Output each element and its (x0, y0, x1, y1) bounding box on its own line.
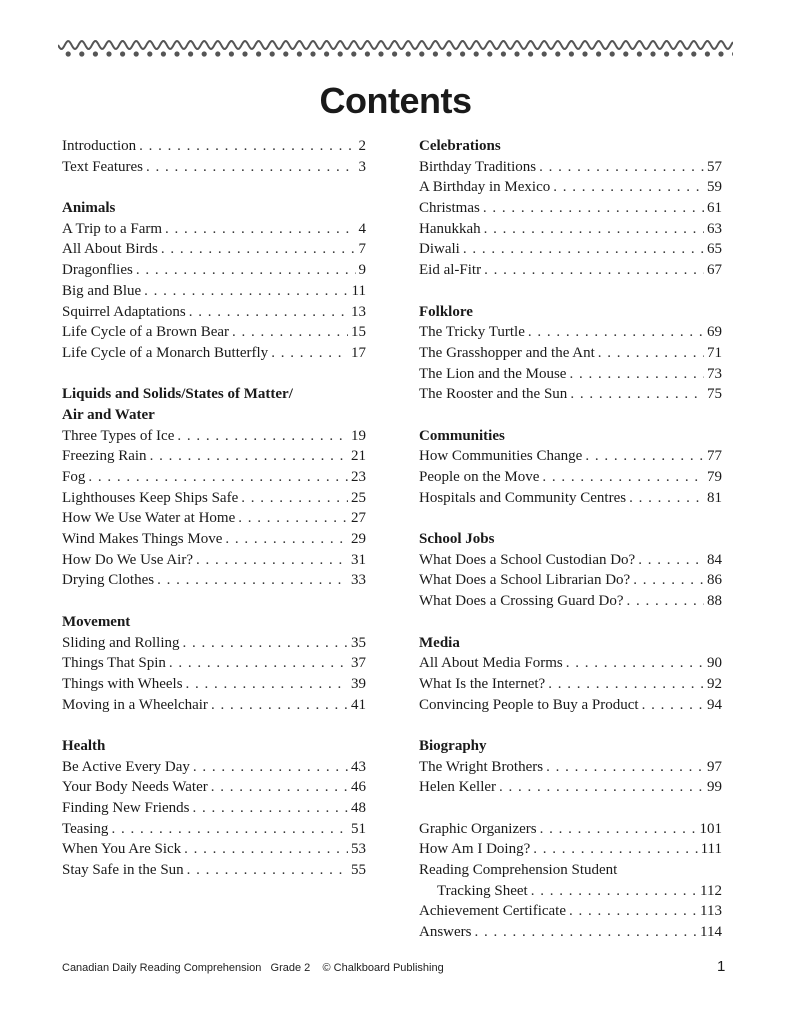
dot-leader (193, 757, 348, 778)
toc-entry-page: 37 (351, 655, 366, 672)
toc-entry-title: Text Features (62, 158, 144, 175)
toc-entry-title: Fog (62, 469, 86, 485)
toc-right-column (419, 136, 722, 943)
toc-entry-page: 99 (707, 779, 722, 796)
dot-leader (627, 591, 704, 612)
toc-left-column (62, 136, 366, 881)
dot-leader (271, 343, 348, 364)
toc-entry-moving-in-a-wheelchair[interactable] (62, 695, 366, 716)
toc-entry-the-rooster-and-the-sun[interactable] (419, 384, 722, 405)
section-spacer (62, 715, 366, 736)
toc-entry-title: Your Body Needs Water (62, 779, 208, 796)
toc-entry-dragonflies[interactable] (62, 260, 366, 281)
dot-leader (232, 322, 348, 343)
toc-entry-title: Eid al-Fitr (419, 262, 482, 279)
dot-leader (553, 177, 704, 198)
dot-leader (111, 819, 348, 840)
section-heading-celebrations: Celebrations (419, 138, 501, 154)
dot-leader (88, 467, 348, 488)
dot-leader (169, 653, 348, 674)
toc-entry-page: 43 (351, 758, 366, 775)
toc-entry-page: 59 (707, 179, 722, 196)
section-spacer (419, 798, 722, 819)
section-heading-liquids-and-solids-states-of-matter: Liquids and Solids/States of Matter/ (62, 386, 293, 403)
toc-entry-title: How Communities Change (419, 448, 583, 465)
toc-entry-text-features[interactable] (62, 157, 366, 178)
toc-entry-title: Convincing People to Buy a Product (419, 696, 639, 713)
dot-leader (528, 322, 704, 343)
dot-leader (139, 136, 355, 157)
toc-entry-page: 61 (707, 200, 722, 217)
toc-entry-title: The Grasshopper and the Ant (419, 344, 595, 361)
dot-leader (642, 695, 704, 716)
toc-entry-title: Sliding and Rolling (62, 634, 180, 651)
toc-entry-things-that-spin[interactable] (62, 653, 366, 674)
dot-leader (638, 550, 704, 571)
toc-entry-title: The Lion and the Mouse (419, 365, 567, 382)
toc-entry-page: 57 (707, 158, 722, 175)
decorative-wavy-border (58, 40, 733, 58)
toc-entry-title: What Does a School Librarian Do? (419, 572, 631, 589)
toc-entry-page: 35 (351, 634, 366, 651)
toc-entry-teasing[interactable] (62, 819, 366, 840)
toc-text-line: Reading Comprehension Student (419, 862, 618, 879)
toc-entry-page: 97 (707, 758, 722, 775)
toc-entry-what-is-the-internet[interactable] (419, 674, 722, 695)
toc-entry-title: A Trip to a Farm (62, 220, 163, 237)
toc-entry-be-active-every-day[interactable] (62, 757, 366, 778)
toc-entry-page: 27 (351, 510, 366, 527)
toc-entry-what-does-a-school-custodian-do[interactable] (419, 550, 722, 571)
toc-entry-title: What Does a Crossing Guard Do? (419, 593, 624, 610)
toc-entry-page: 67 (707, 262, 722, 279)
toc-entry-title: Freezing Rain (62, 448, 147, 465)
dot-leader (633, 570, 704, 591)
toc-entry-life-cycle-of-a-brown-bear[interactable] (62, 322, 366, 343)
toc-entry-title: How We Use Water at Home (62, 510, 236, 527)
dot-leader (463, 239, 704, 260)
toc-entry-page: 46 (351, 779, 366, 796)
toc-entry-title: Things with Wheels (62, 675, 183, 692)
dot-leader (225, 529, 348, 550)
toc-entry-eid-al-fitr[interactable] (419, 260, 722, 281)
toc-entry-freezing-rain[interactable] (62, 446, 366, 467)
toc-entry-title: Things That Spin (62, 655, 166, 672)
toc-entry-how-am-i-doing[interactable] (419, 839, 722, 860)
toc-entry-title: All About Media Forms (419, 655, 563, 672)
toc-entry-title: A Birthday in Mexico (419, 179, 551, 196)
toc-entry-the-lion-and-the-mouse[interactable] (419, 364, 722, 385)
toc-entry-title: Diwali (419, 241, 460, 258)
toc-entry-page: 21 (351, 448, 366, 465)
toc-entry-title: Dragonflies (62, 262, 133, 279)
toc-entry-title: Stay Safe in the Sun (62, 862, 184, 879)
toc-entry-achievement-certificate[interactable] (419, 901, 722, 922)
toc-entry-when-you-are-sick[interactable] (62, 839, 366, 860)
dot-leader (548, 674, 704, 695)
toc-entry-title: Teasing (62, 820, 109, 837)
toc-entry-christmas[interactable] (419, 198, 722, 219)
toc-entry-the-tricky-turtle[interactable] (419, 322, 722, 343)
toc-entry-drying-clothes[interactable] (62, 570, 366, 591)
toc-entry-page: 53 (351, 841, 366, 858)
dot-leader (183, 633, 348, 654)
dot-leader (540, 819, 697, 840)
toc-entry-title: Hospitals and Community Centres (419, 489, 627, 506)
toc-entry-page: 101 (699, 820, 722, 837)
toc-entry-birthday-traditions[interactable] (419, 157, 722, 178)
toc-entry-page: 88 (707, 593, 722, 610)
dot-leader (483, 198, 704, 219)
toc-entry-page: 17 (351, 344, 366, 361)
toc-entry-title: How Am I Doing? (419, 841, 531, 858)
toc-entry-title: Helen Keller (419, 779, 497, 796)
toc-entry-page: 9 (358, 262, 366, 279)
section-heading-movement: Movement (62, 613, 131, 630)
dot-leader (146, 157, 355, 178)
toc-entry-page: 7 (358, 241, 366, 258)
toc-entry-page: 86 (707, 572, 722, 589)
dot-leader (241, 488, 348, 509)
toc-entry-title: Wind Makes Things Move (62, 531, 223, 548)
toc-entry-title: Graphic Organizers (419, 820, 537, 837)
toc-entry-page: 79 (707, 469, 722, 485)
dot-leader (542, 467, 704, 488)
toc-entry-page: 3 (358, 158, 366, 175)
dot-leader (189, 302, 348, 323)
toc-entry-page: 19 (351, 427, 366, 444)
dot-leader (157, 570, 348, 591)
toc-entry-title: How Do We Use Air? (62, 551, 193, 568)
toc-entry-what-does-a-school-librarian-do[interactable] (419, 570, 722, 591)
toc-entry-page: 69 (707, 324, 722, 341)
dot-leader (598, 343, 704, 364)
toc-entry-all-about-media-forms[interactable] (419, 653, 722, 674)
toc-entry-page: 31 (351, 551, 366, 568)
dot-leader (546, 757, 704, 778)
toc-entry-page: 63 (707, 220, 722, 237)
toc-entry-page: 94 (707, 696, 722, 713)
toc-entry-title: Tracking Sheet (437, 882, 528, 899)
toc-entry-title: Hanukkah (419, 220, 481, 237)
toc-entry-a-trip-to-a-farm[interactable] (62, 219, 366, 240)
toc-entry-page: 84 (707, 551, 722, 568)
toc-entry-title: Finding New Friends (62, 800, 190, 816)
toc-entry-title: People on the Move (419, 469, 540, 485)
toc-entry-title: Introduction (62, 138, 137, 154)
toc-entry-title: Squirrel Adaptations (62, 303, 186, 320)
toc-entry-title: What Is the Internet? (419, 675, 546, 692)
dot-leader (165, 219, 355, 240)
toc-entry-page: 90 (707, 655, 722, 672)
toc-entry-all-about-birds[interactable] (62, 239, 366, 260)
section-spacer (419, 612, 722, 633)
section-spacer (62, 591, 366, 612)
toc-entry-title: When You Are Sick (62, 841, 182, 858)
toc-entry-page: 55 (351, 862, 366, 879)
toc-entry-title: Christmas (419, 200, 480, 217)
dot-leader (566, 653, 704, 674)
toc-entry-title: Drying Clothes (62, 572, 155, 589)
toc-entry-page: 114 (700, 924, 722, 941)
toc-entry-title: The Rooster and the Sun (419, 386, 568, 403)
toc-entry-hospitals-and-community-centres[interactable] (419, 488, 722, 509)
toc-entry-page: 13 (351, 303, 366, 320)
toc-entry-life-cycle-of-a-monarch-butterfly[interactable] (62, 343, 366, 364)
dot-leader (238, 508, 348, 529)
section-heading-animals: Animals (62, 200, 116, 217)
dot-leader (184, 839, 348, 860)
section-heading-health: Health (62, 737, 106, 754)
toc-entry-a-birthday-in-mexico[interactable] (419, 177, 722, 198)
dot-leader (539, 157, 704, 178)
toc-entry-page: 51 (351, 820, 366, 837)
toc-entry-title: Big and Blue (62, 282, 142, 299)
dot-leader (150, 446, 348, 467)
toc-entry-title: Achievement Certificate (419, 903, 567, 920)
toc-entry-page: 23 (351, 469, 366, 485)
toc-entry-how-communities-change[interactable] (419, 446, 722, 467)
toc-entry-title: Three Types of Ice (62, 427, 175, 444)
toc-entry-title: Lighthouses Keep Ships Safe (62, 489, 239, 506)
page-title: Contents (319, 80, 472, 121)
dot-leader (475, 922, 698, 943)
toc-entry-things-with-wheels[interactable] (62, 674, 366, 695)
toc-entry-page: 111 (700, 841, 722, 858)
toc-entry-page: 75 (707, 386, 722, 403)
toc-entry-tracking-sheet[interactable] (419, 881, 722, 902)
toc-entry-three-types-of-ice[interactable] (62, 426, 366, 447)
dot-leader (136, 260, 356, 281)
dot-leader (499, 777, 704, 798)
toc-entry-title: Life Cycle of a Brown Bear (62, 324, 230, 341)
section-spacer (419, 281, 722, 302)
toc-entry-the-grasshopper-and-the-ant[interactable] (419, 343, 722, 364)
dot-leader (569, 364, 704, 385)
page-number: 1 (717, 958, 726, 975)
toc-entry-title: Life Cycle of a Monarch Butterfly (62, 344, 269, 361)
toc-entry-squirrel-adaptations[interactable] (62, 302, 366, 323)
dot-leader (569, 901, 697, 922)
dot-leader (484, 219, 704, 240)
dot-leader (161, 239, 356, 260)
toc-entry-answers[interactable] (419, 922, 722, 943)
toc-entry-page: 77 (707, 448, 722, 465)
toc-entry-page: 33 (351, 572, 366, 589)
toc-entry-page: 71 (707, 344, 722, 361)
toc-entry-people-on-the-move[interactable] (419, 467, 722, 488)
toc-entry-your-body-needs-water[interactable] (62, 777, 366, 798)
footer-text: Canadian Daily Reading Comprehension Grade 2 © Chalkboard Publishing (62, 962, 444, 974)
dot-leader (144, 281, 348, 302)
dot-leader (629, 488, 704, 509)
toc-entry-page: 113 (700, 903, 722, 920)
section-spacer (419, 508, 722, 529)
dot-leader (193, 798, 349, 819)
toc-entry-title: The Wright Brothers (419, 758, 544, 775)
toc-entry-sliding-and-rolling[interactable] (62, 633, 366, 654)
toc-entry-stay-safe-in-the-sun[interactable] (62, 860, 366, 881)
toc-entry-title: Be Active Every Day (62, 758, 190, 775)
toc-entry-how-do-we-use-air[interactable] (62, 550, 366, 571)
toc-entry-page: 4 (358, 220, 366, 237)
toc-entry-graphic-organizers[interactable] (419, 819, 722, 840)
toc-entry-title: The Tricky Turtle (419, 324, 525, 341)
toc-entry-fog[interactable] (62, 467, 366, 488)
toc-entry-page: 41 (351, 696, 366, 713)
toc-entry-title: Answers (419, 924, 472, 941)
section-heading-media: Media (419, 634, 460, 651)
toc-entry-title: Moving in a Wheelchair (62, 696, 208, 713)
toc-entry-page: 65 (707, 241, 722, 258)
toc-entry-title: What Does a School Custodian Do? (419, 551, 636, 568)
toc-entry-hanukkah[interactable] (419, 219, 722, 240)
toc-entry-finding-new-friends[interactable] (62, 798, 366, 819)
section-spacer (62, 364, 366, 385)
toc-entry-lighthouses-keep-ships-safe[interactable] (62, 488, 366, 509)
dot-leader (177, 426, 348, 447)
section-heading-biography: Biography (419, 737, 487, 754)
section-heading-school-jobs: School Jobs (419, 531, 495, 548)
section-heading-folklore: Folklore (419, 303, 473, 320)
dot-leader (187, 860, 348, 881)
toc-entry-page: 39 (351, 675, 366, 692)
toc-entry-page: 15 (351, 324, 366, 341)
dot-leader (585, 446, 704, 467)
toc-entry-what-does-a-crossing-guard-do[interactable] (419, 591, 722, 612)
toc-entry-introduction[interactable] (62, 136, 366, 157)
toc-entry-page: 48 (351, 800, 366, 816)
toc-entry-title: Birthday Traditions (419, 158, 537, 175)
toc-entry-wind-makes-things-move[interactable] (62, 529, 366, 550)
section-spacer (419, 405, 722, 426)
dot-leader (186, 674, 348, 695)
toc-entry-page: 73 (707, 365, 722, 382)
toc-entry-page: 25 (351, 489, 366, 506)
section-heading-air-and-water: Air and Water (62, 406, 155, 423)
toc-entry-page: 2 (358, 138, 366, 154)
toc-entry-page: 81 (707, 489, 722, 506)
section-heading-communities: Communities (419, 427, 505, 444)
toc-entry-diwali[interactable] (419, 239, 722, 260)
toc-entry-convincing-people-to-buy-a-product[interactable] (419, 695, 722, 716)
toc-entry-how-we-use-water-at-home[interactable] (62, 508, 366, 529)
dot-leader (484, 260, 704, 281)
toc-entry-big-and-blue[interactable] (62, 281, 366, 302)
dot-leader (533, 839, 697, 860)
section-spacer (62, 177, 366, 198)
toc-entry-page: 11 (351, 282, 366, 299)
dot-leader (196, 550, 348, 571)
toc-entry-page: 112 (700, 882, 722, 899)
dot-leader (211, 695, 348, 716)
toc-entry-title: All About Birds (62, 241, 158, 258)
toc-entry-the-wright-brothers[interactable] (419, 757, 722, 778)
toc-entry-page: 29 (351, 531, 366, 548)
dot-leader (211, 777, 348, 798)
toc-entry-page: 92 (707, 675, 722, 692)
dot-leader (531, 881, 697, 902)
toc-entry-helen-keller[interactable] (419, 777, 722, 798)
dot-leader (570, 384, 704, 405)
section-spacer (419, 715, 722, 736)
